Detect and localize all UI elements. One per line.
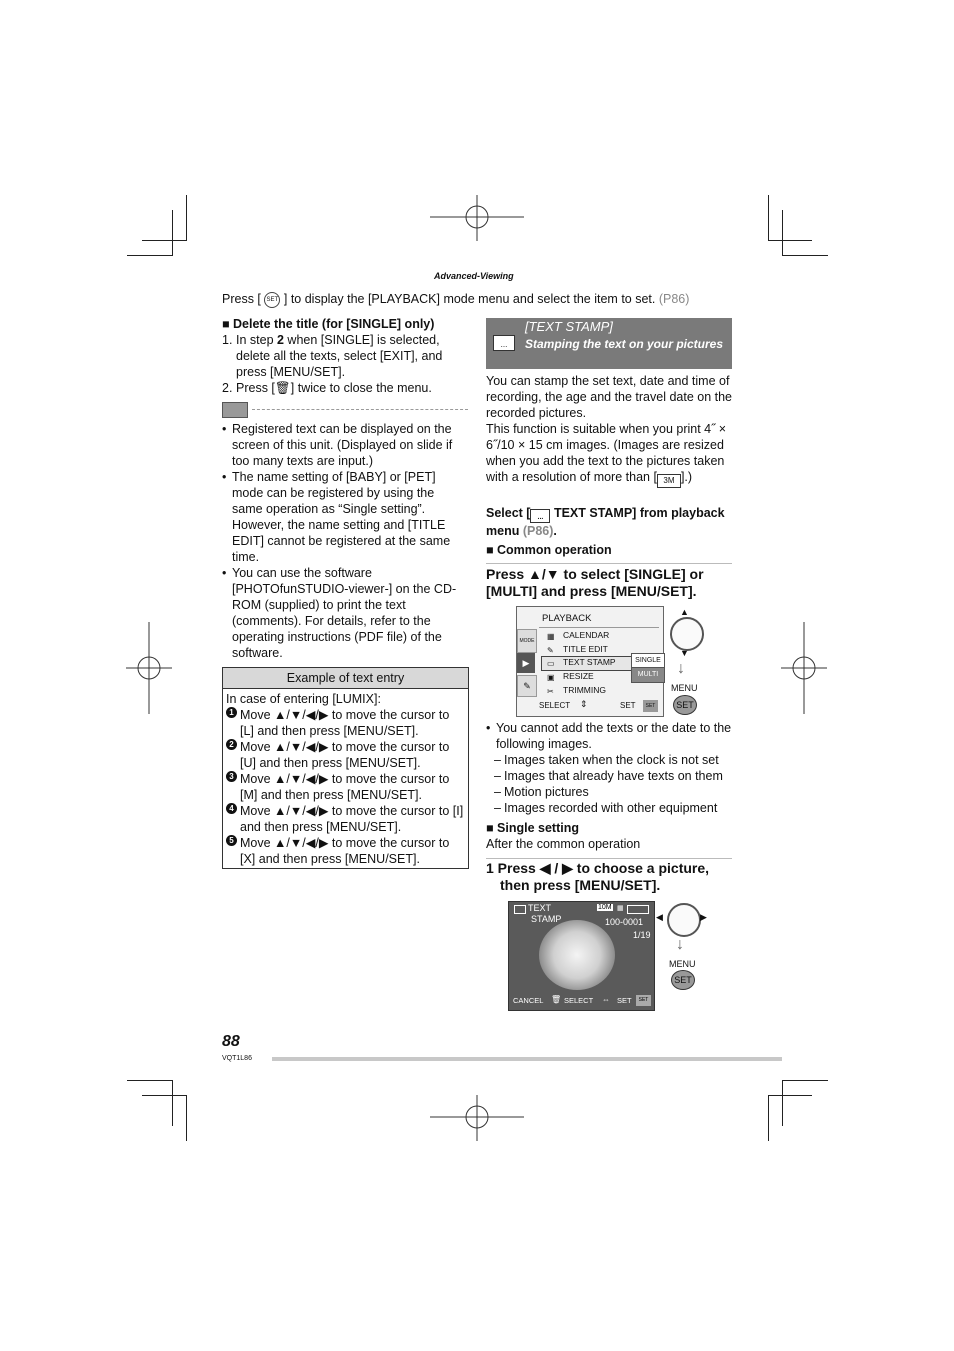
description [486,373,734,488]
footer-bar [272,1057,782,1061]
divider [486,858,732,859]
crop-mark [142,1095,186,1096]
intro-before: Press [ [222,292,261,306]
single-sub: After the common operation [486,837,641,851]
image-count: 1/19 [633,930,651,940]
footer-select: SELECT [539,701,571,710]
text-stamp-small-icon: ... [530,509,550,523]
delete-step: 1. In step 2 when [SINGLE] is selected, delete all the texts, select [EXIT], and press [MENU/SET]. [222,333,443,379]
restriction-item: – Images recorded with other equipment [494,800,734,816]
example-step: 4 Move ▲/▼/◀/▶ to move the cursor to [I] and then press [MENU/SET]. [226,803,465,835]
menu-item-resize: RESIZE [563,671,594,681]
crop-mark [782,1080,828,1081]
photo-screen [508,901,655,1011]
page-number: 88 [222,1033,240,1050]
text-stamp-icon: ... [493,335,515,351]
footer-set: SET [617,996,632,1005]
leftright-icon: ⇔ [602,995,610,1004]
crop-mark [768,195,769,241]
menu-item-text-stamp: TEXT STAMP [563,657,616,667]
submenu-multi: MULTI [631,667,665,683]
notes-divider [252,409,468,410]
resolution-3m-icon: 3M [657,474,681,488]
menu-set-icon: SET [636,995,651,1006]
menu-item-calendar: CALENDAR [563,630,610,640]
crop-mark [172,1080,173,1126]
crop-mark [768,240,812,241]
banner-subtitle: Stamping the text on your pictures [525,337,724,351]
menu-divider [539,627,659,628]
trash-small-icon: 🗑 [551,995,562,1004]
wrench-icon: ✎ [517,675,537,697]
submenu-single: SINGLE [631,653,665,669]
step1-heading: 1 Press ◀ / ▶ to choose a picture, then press [MENU/SET]. [486,860,710,893]
trash-icon: 🗑 [274,381,291,395]
text-stamp-menu-icon: ▭ [547,659,555,668]
battery-icon [627,905,649,914]
calendar-icon: ▦ [547,632,555,641]
page-ref: (P86) [658,292,690,306]
registration-mark [430,1095,524,1141]
down-arrow-icon: ▼ [680,648,689,658]
example-title: Example of text entry [223,668,468,689]
footer-set: SET [620,701,636,710]
flower-image [539,920,615,990]
delete-steps [222,332,462,396]
note-item: • Registered text can be displayed on the screen of this unit. (Displayed on slide if too many texts are input.) [222,421,462,469]
stamp-icon [514,905,526,914]
common-heading: ■ Common operation [486,543,612,557]
crop-mark [186,195,187,241]
playback-menu-screen [516,606,664,717]
right-arrow-icon: ▶ [700,912,707,922]
desc-para: You can stamp the set text, date and time of recording, the age and the travel date on the recorded pictures. [486,374,733,420]
restriction-item: – Images taken when the clock is not set [494,752,734,768]
example-steps [226,707,465,867]
desc-para2: This function is suitable when you print 4˝ × 6˝/10 × 15 cm images. (Images are resized when you add the text to the pictures taken with a resolution of more than [ 3M ].) [486,421,734,488]
example-body [223,689,468,869]
divider [486,563,732,564]
delete-heading: ■ Delete the title (for [SINGLE] only) [222,317,435,331]
registration-mark [126,622,172,714]
footer-cancel: CANCEL [513,996,544,1005]
delete-step: 2. Press [🗑] twice to close the menu. [222,381,432,395]
resolution-badge: 10M [598,904,612,911]
crop-mark [186,1095,187,1141]
registration-mark [781,622,827,714]
menu-set-icon: SET [643,700,658,712]
crop-mark [127,255,173,256]
crop-mark [142,240,186,241]
crop-mark [782,255,828,256]
intro-line [222,291,742,308]
dpad-icon [670,617,704,651]
notes-list [222,421,462,661]
menu-item-title-edit: TITLE EDIT [563,644,608,654]
single-heading: ■ Single setting [486,821,579,835]
menu-label: MENU [671,683,698,693]
label-stamp: STAMP [531,914,562,924]
intro-after: ] to display the [PLAYBACK] mode menu and select the item to set. [283,292,656,306]
notes-icon [222,402,248,418]
banner-title: [TEXT STAMP] [525,319,613,334]
restriction-item: – Motion pictures [494,784,734,800]
up-arrow-icon: ▲ [680,607,689,617]
restriction-note: • You cannot add the texts or the date to the following images. [486,720,734,752]
section-header: Advanced-Viewing [434,271,514,281]
arrow-down-icon: ↓ [676,936,684,953]
set-button-icon: SET [671,970,695,990]
file-number: 100-0001 [605,917,644,927]
select-instruction: Select [ ... TEXT STAMP] from playback menu (P86). [486,506,725,538]
crop-mark [782,210,783,256]
example-step: 1 Move ▲/▼/◀/▶ to move the cursor to [L] and then press [MENU/SET]. [226,707,465,739]
example-step: 5 Move ▲/▼/◀/▶ to move the cursor to [X] and then press [MENU/SET]. [226,835,465,867]
example-box [222,667,469,869]
left-arrow-icon: ◀ [656,912,663,922]
menu-label: MENU [669,959,696,969]
quality-icon: ▦ [617,905,624,912]
note-item: • The name setting of [BABY] or [PET] mode can be registered by using the same operation as “Single setting”. However, the name setting and [TITLE EDIT] cannot be registered at the same time. [222,469,462,565]
menu-set-icon: SET [264,292,280,308]
title-edit-icon: ✎ [547,646,554,655]
playback-tab-icon: ▶ [517,653,535,673]
footer-select: SELECT [564,996,594,1005]
press-heading: Press ▲/▼ to select [SINGLE] or [MULTI] and press [MENU/SET]. [486,566,704,599]
menu-title: PLAYBACK [542,613,592,624]
crop-mark [782,1080,783,1126]
updown-icon: ⇕ [580,699,588,709]
restriction-list [494,752,734,816]
example-step: 2 Move ▲/▼/◀/▶ to move the cursor to [U] and then press [MENU/SET]. [226,739,465,771]
note-item: • You can use the software [PHOTOfunSTUDIO-viewer-] on the CD-ROM (supplied) to print the text (comments). For details, refer to the operating instructions (PDF file) of the software. [222,565,462,661]
menu-item-trimming: TRIMMING [563,685,606,695]
dpad-icon [667,903,701,937]
crop-mark [127,1080,173,1081]
resize-icon: ▣ [547,673,555,682]
restriction-notes [486,720,734,752]
crop-mark [172,210,173,256]
registration-mark [430,195,524,241]
set-button-icon: SET [673,695,697,715]
arrow-down-icon: ↓ [677,660,685,677]
trimming-icon: ✂ [547,687,554,696]
restriction-item: – Images that already have texts on them [494,768,734,784]
example-intro: In case of entering [LUMIX]: [226,692,381,706]
mode-tab: MODE [517,629,537,653]
text-stamp-banner [486,318,732,369]
crop-mark [768,1095,769,1141]
label-text: TEXT [528,903,552,913]
doc-code: VQT1L86 [222,1055,252,1062]
example-step: 3 Move ▲/▼/◀/▶ to move the cursor to [M] and then press [MENU/SET]. [226,771,465,803]
crop-mark [768,1095,812,1096]
